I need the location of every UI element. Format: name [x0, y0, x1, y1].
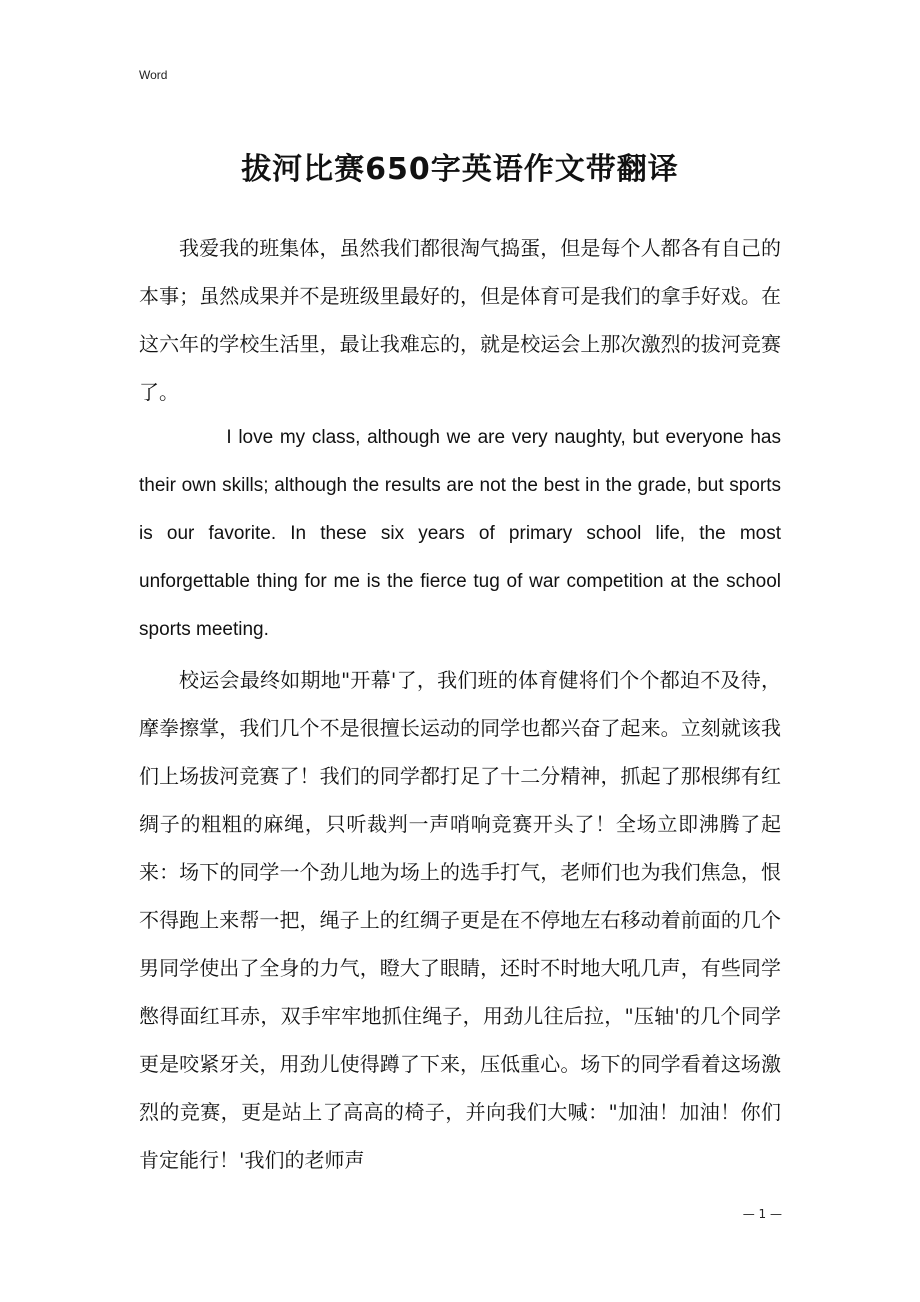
header-label: Word [139, 68, 168, 82]
paragraph-chinese-competition: 校运会最终如期地"开幕'了，我们班的体育健将们个个都迫不及待，摩拳擦掌，我们几个不是很擅长运动的同学也都兴奋了起来。立刻就该我们上场拔河竞赛了！我们的同学都打足了十二分精神，抓起了那根绑有红绸子的粗粗的麻绳，只听裁判一声哨响竞赛开头了！全场立即沸腾了起来：场下的同学一个劲儿地为场上的选手打气，老师们也为我们焦急，恨不得跑上来帮一把，绳子上的红绸子更是在不停地左右移动着前面的几个男同学使出了全身的力气，瞪大了眼睛，还时不时地大吼几声，有些同学憋得面红耳赤，双手牢牢地抓住绳子，用劲儿往后拉，"压轴'的几个同学更是咬紧牙关，用劲儿使得蹲了下来，压低重心。场下的同学看着这场激烈的竞赛，更是站上了高高的椅子，并向我们大喊："加油！加油！你们肯定能行！'我们的老师声 [139, 668, 781, 1172]
paragraph-english-translation: I love my class, although we are very naughty, but everyone has their own skills; although the results are not the best in the grade, but sports is our favorite. In these six years of primary school life, the most unforgettable thing for me is the fierce tug of war competition at the school sports meeting. [139, 427, 781, 640]
document-title: 拔河比赛650字英语作文带翻译 [241, 152, 679, 187]
page-number: — 1 — [742, 1207, 782, 1221]
paragraph-chinese-intro: 我爱我的班集体，虽然我们都很淘气捣蛋，但是每个人都各有自己的本事；虽然成果并不是班级里最好的，但是体育可是我们的拿手好戏。在这六年的学校生活里，最让我难忘的，就是校运会上那次激烈的拔河竞赛了。 [139, 236, 781, 404]
